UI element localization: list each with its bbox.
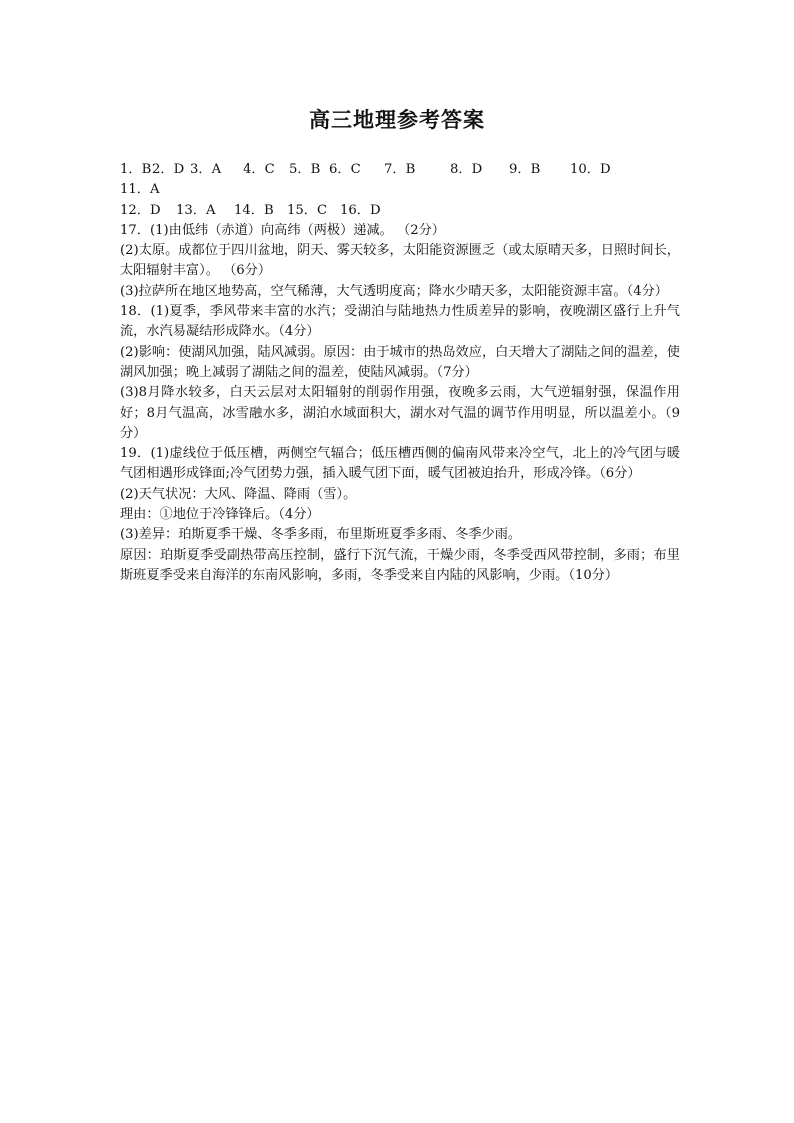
- choice-answer: 14．B: [234, 202, 274, 218]
- choice-answer: 5．B: [289, 162, 321, 177]
- choice-answer: 12．D: [120, 202, 161, 218]
- page-title: 高三地理参考答案: [309, 107, 485, 132]
- choice-answer: 6．C: [329, 162, 361, 177]
- answer-19-3-reason: 原因：珀斯夏季受副热带高压控制，盛行下沉气流，干燥少雨，冬季受西风带控制，多雨；布里斯班夏季受来自海洋的东南风影响，多雨，冬季受来自内陆的风影响，少雨。（10分）: [120, 547, 680, 583]
- choice-answer: 3．A: [190, 162, 222, 177]
- choice-answer: 2．D: [152, 162, 185, 177]
- choice-answer: 11．A: [120, 182, 160, 198]
- answer-content: [120, 160, 680, 586]
- choice-answer: 4．C: [243, 162, 275, 177]
- choice-answer: 15．C: [287, 202, 328, 218]
- choice-answer: 7．B: [384, 162, 416, 177]
- answer-18-1: 18．(1)夏季，季风带来丰富的水汽；受湖泊与陆地热力性质差异的影响，夜晚湖区盛行上升气流，水汽易凝结形成降水。（4分）: [120, 304, 680, 340]
- choice-answers-row-3: [120, 201, 680, 221]
- choice-answer: 8．D: [450, 162, 483, 177]
- answer-17-1: 17．(1)由低纬（赤道）向高纬（两极）递减。 （2分）: [120, 222, 445, 238]
- choice-answer: 10．D: [570, 162, 611, 177]
- answer-17-3: (3)拉萨所在地区地势高，空气稀薄，大气透明度高；降水少晴天多，太阳能资源丰富。（4分）: [120, 283, 668, 299]
- choice-answer: 9．B: [509, 162, 541, 177]
- answer-19-2-weather: (2)天气状况：大风、降温、降雨（雪）。: [120, 486, 357, 502]
- choice-answer: 16．D: [340, 202, 381, 218]
- choice-answer: 1．B: [120, 162, 152, 177]
- answer-18-3: (3)8月降水较多，白天云层对太阳辐射的削弱作用强，夜晚多云雨，大气逆辐射强，保温作用好；8月气温高，冰雪融水多，湖泊水域面积大，湖水对气温的调节作用明显，所以温差小。（9分）: [120, 385, 680, 441]
- choice-answers-row-1: [120, 160, 680, 180]
- answer-18-2: (2)影响：使湖风加强，陆风减弱。原因：由于城市的热岛效应，白天增大了湖陆之间的温差，使湖风加强；晚上减弱了湖陆之间的温差，使陆风减弱。（7分）: [120, 344, 680, 380]
- choice-answer: 13．A: [176, 202, 216, 218]
- choice-answers-row-2: [120, 180, 680, 200]
- answer-19-3-difference: (3)差异：珀斯夏季干燥、冬季多雨，布里斯班夏季多雨、冬季少雨。: [120, 527, 522, 543]
- answer-19-1: 19．(1)虚线位于低压槽，两侧空气辐合；低压槽西侧的偏南风带来冷空气，北上的冷气团与暖气团相遇形成锋面;冷气团势力强，插入暖气团下面，暖气团被迫抬升，形成冷锋。（6分）: [120, 446, 680, 482]
- answer-19-2-reason: 理由：①地位于冷锋锋后。（4分）: [120, 507, 320, 523]
- answer-17-2: (2)太原。成都位于四川盆地，阴天、雾天较多，太阳能资源匮乏（或太原晴天多，日照时间长，太阳辐射丰富）。 （6分）: [120, 243, 680, 279]
